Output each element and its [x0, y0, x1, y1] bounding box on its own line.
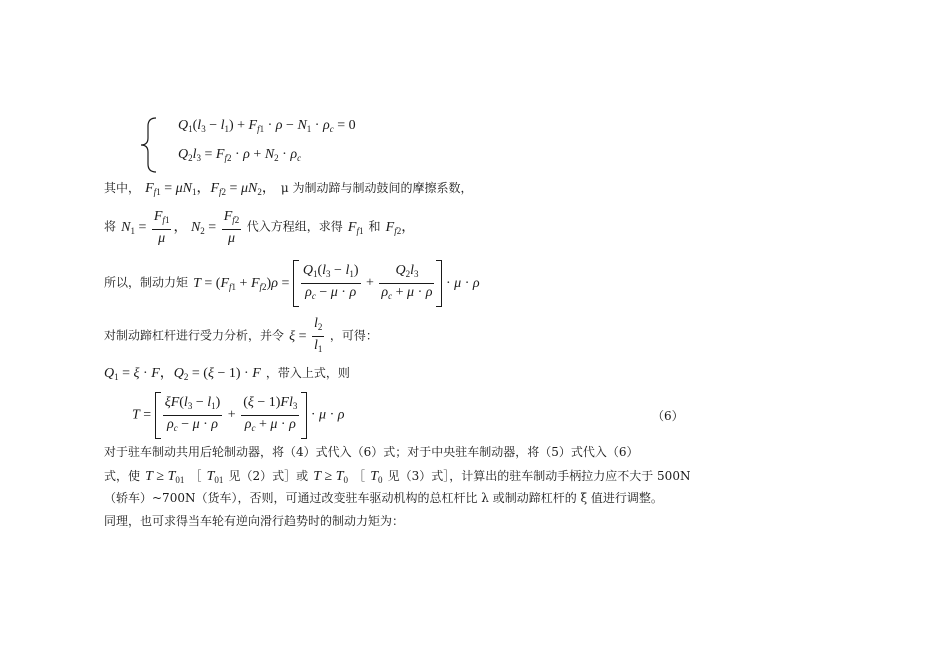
fraction-xi: $\frac{l_2}{l_1}$: [314, 316, 323, 354]
para-line-2e: 见（3）式］，计算出的驻车制动手柄拉力应不大于 500N: [387, 469, 691, 483]
substitute-prefix: 将: [104, 219, 117, 234]
equation-number: （6）: [652, 409, 684, 423]
para-line-2c: 见（2）式］或: [228, 469, 309, 483]
equation-6: T = $\frac{\xi F(l_3 - l_1)}{\rho_c - \mu \cdot \rho}$ + $\frac{(\xi - 1)Fl_3}{\rho_c + \mu \cdot \rho}$ · μ · ρ: [132, 394, 344, 437]
substitute-line: 将 $N_1$ = $\frac{F_{f1}}{\mu}$ ， $N_2$ = $\frac{F_{f2}}{\mu}$ 代入方程组，求得 $F_{f1}$ 和 $F_{f2}$，: [104, 209, 416, 246]
substitute-and: 和: [368, 219, 381, 234]
para-line-2b: ［: [189, 469, 202, 483]
fraction-ff2-mu: $\frac{F_{f2}}{\mu}$: [223, 209, 240, 246]
para-line-1: 对于驻车制动共用后轮制动器，将（4）式代入（6）式；对于中央驻车制动器，将（5）式代入（6）: [104, 445, 639, 459]
where-line: 其中， $F_{f1} = \mu N_1$，$F_{f2} = \mu N_2$， μ 为制动蹄与制动鼓间的摩擦系数，: [104, 181, 473, 197]
para-line-4: 同理，也可求得当车轮有逆向滑行趋势时的制动力矩为：: [104, 514, 405, 528]
q-line: $Q_1 = \xi \cdot F$，$Q_2 = (\xi - 1) \cdot F$ ，带入上式，则: [104, 366, 350, 382]
eq6-bracket: $\frac{\xi F(l_3 - l_1)}{\rho_c - \mu \cdot \rho}$ + $\frac{(\xi - 1)Fl_3}{\rho_c + \mu \cdot \rho}$: [155, 394, 308, 437]
system-eq1: $Q_1(l_3 - l_1) + F_{f1} \cdot \rho - N_1 \cdot \rho_c = 0$: [178, 118, 356, 134]
para-line-2: 式，使 $T \ge T_{01}$ ［ $T_{01}$ 见（2）式］或 $T \ge T_0$ ［ $T_0$ 见（3）式］，计算出的驻车制动手柄拉力应不大于 500N: [104, 469, 691, 485]
lever-prefix: 对制动蹄杠杆进行受力分析，并令: [104, 328, 285, 343]
para-line-3: （轿车）~700N（货车），否则，可通过改变驻车驱动机构的总杠杆比 λ 或制动蹄杠杆的 ξ 值进行调整。: [104, 491, 663, 505]
q-suffix: ，带入上式，则: [265, 366, 350, 380]
torque-line: 所以，制动力矩 $T = (F_{f1} + F_{f2})\rho$ = $\frac{Q_1(l_3 - l_1)}{\rho_c - \mu \cdot \rho}$ + $\frac{Q_2l_3}{\rho_c + \mu \cdot \rho}$ · μ · ρ: [104, 262, 480, 305]
torque-bracket: $\frac{Q_1(l_3 - l_1)}{\rho_c - \mu \cdot \rho}$ + $\frac{Q_2l_3}{\rho_c + \mu \cdot \rho}$: [293, 262, 443, 305]
where-prefix: 其中，: [104, 181, 141, 195]
lever-suffix: ，可得：: [329, 328, 378, 343]
para-line-2a: 式，使: [104, 469, 141, 483]
lever-line: 对制动蹄杠杆进行受力分析，并令 ξ = $\frac{l_2}{l_1}$ ，可得：: [104, 315, 378, 358]
para-line-2d: ［: [353, 469, 366, 483]
system-eq2: $Q_2l_3 = F_{f2} \cdot \rho + N_2 \cdot \rho_c$: [178, 147, 302, 163]
torque-prefix: 所以，制动力矩: [104, 275, 189, 290]
where-suffix: μ 为制动蹄与制动鼓间的摩擦系数，: [280, 181, 473, 195]
substitute-mid: 代入方程组，求得: [246, 219, 343, 234]
left-brace: [138, 116, 160, 174]
fraction-ff1-mu: $\frac{F_{f1}}{\mu}$: [153, 209, 170, 246]
